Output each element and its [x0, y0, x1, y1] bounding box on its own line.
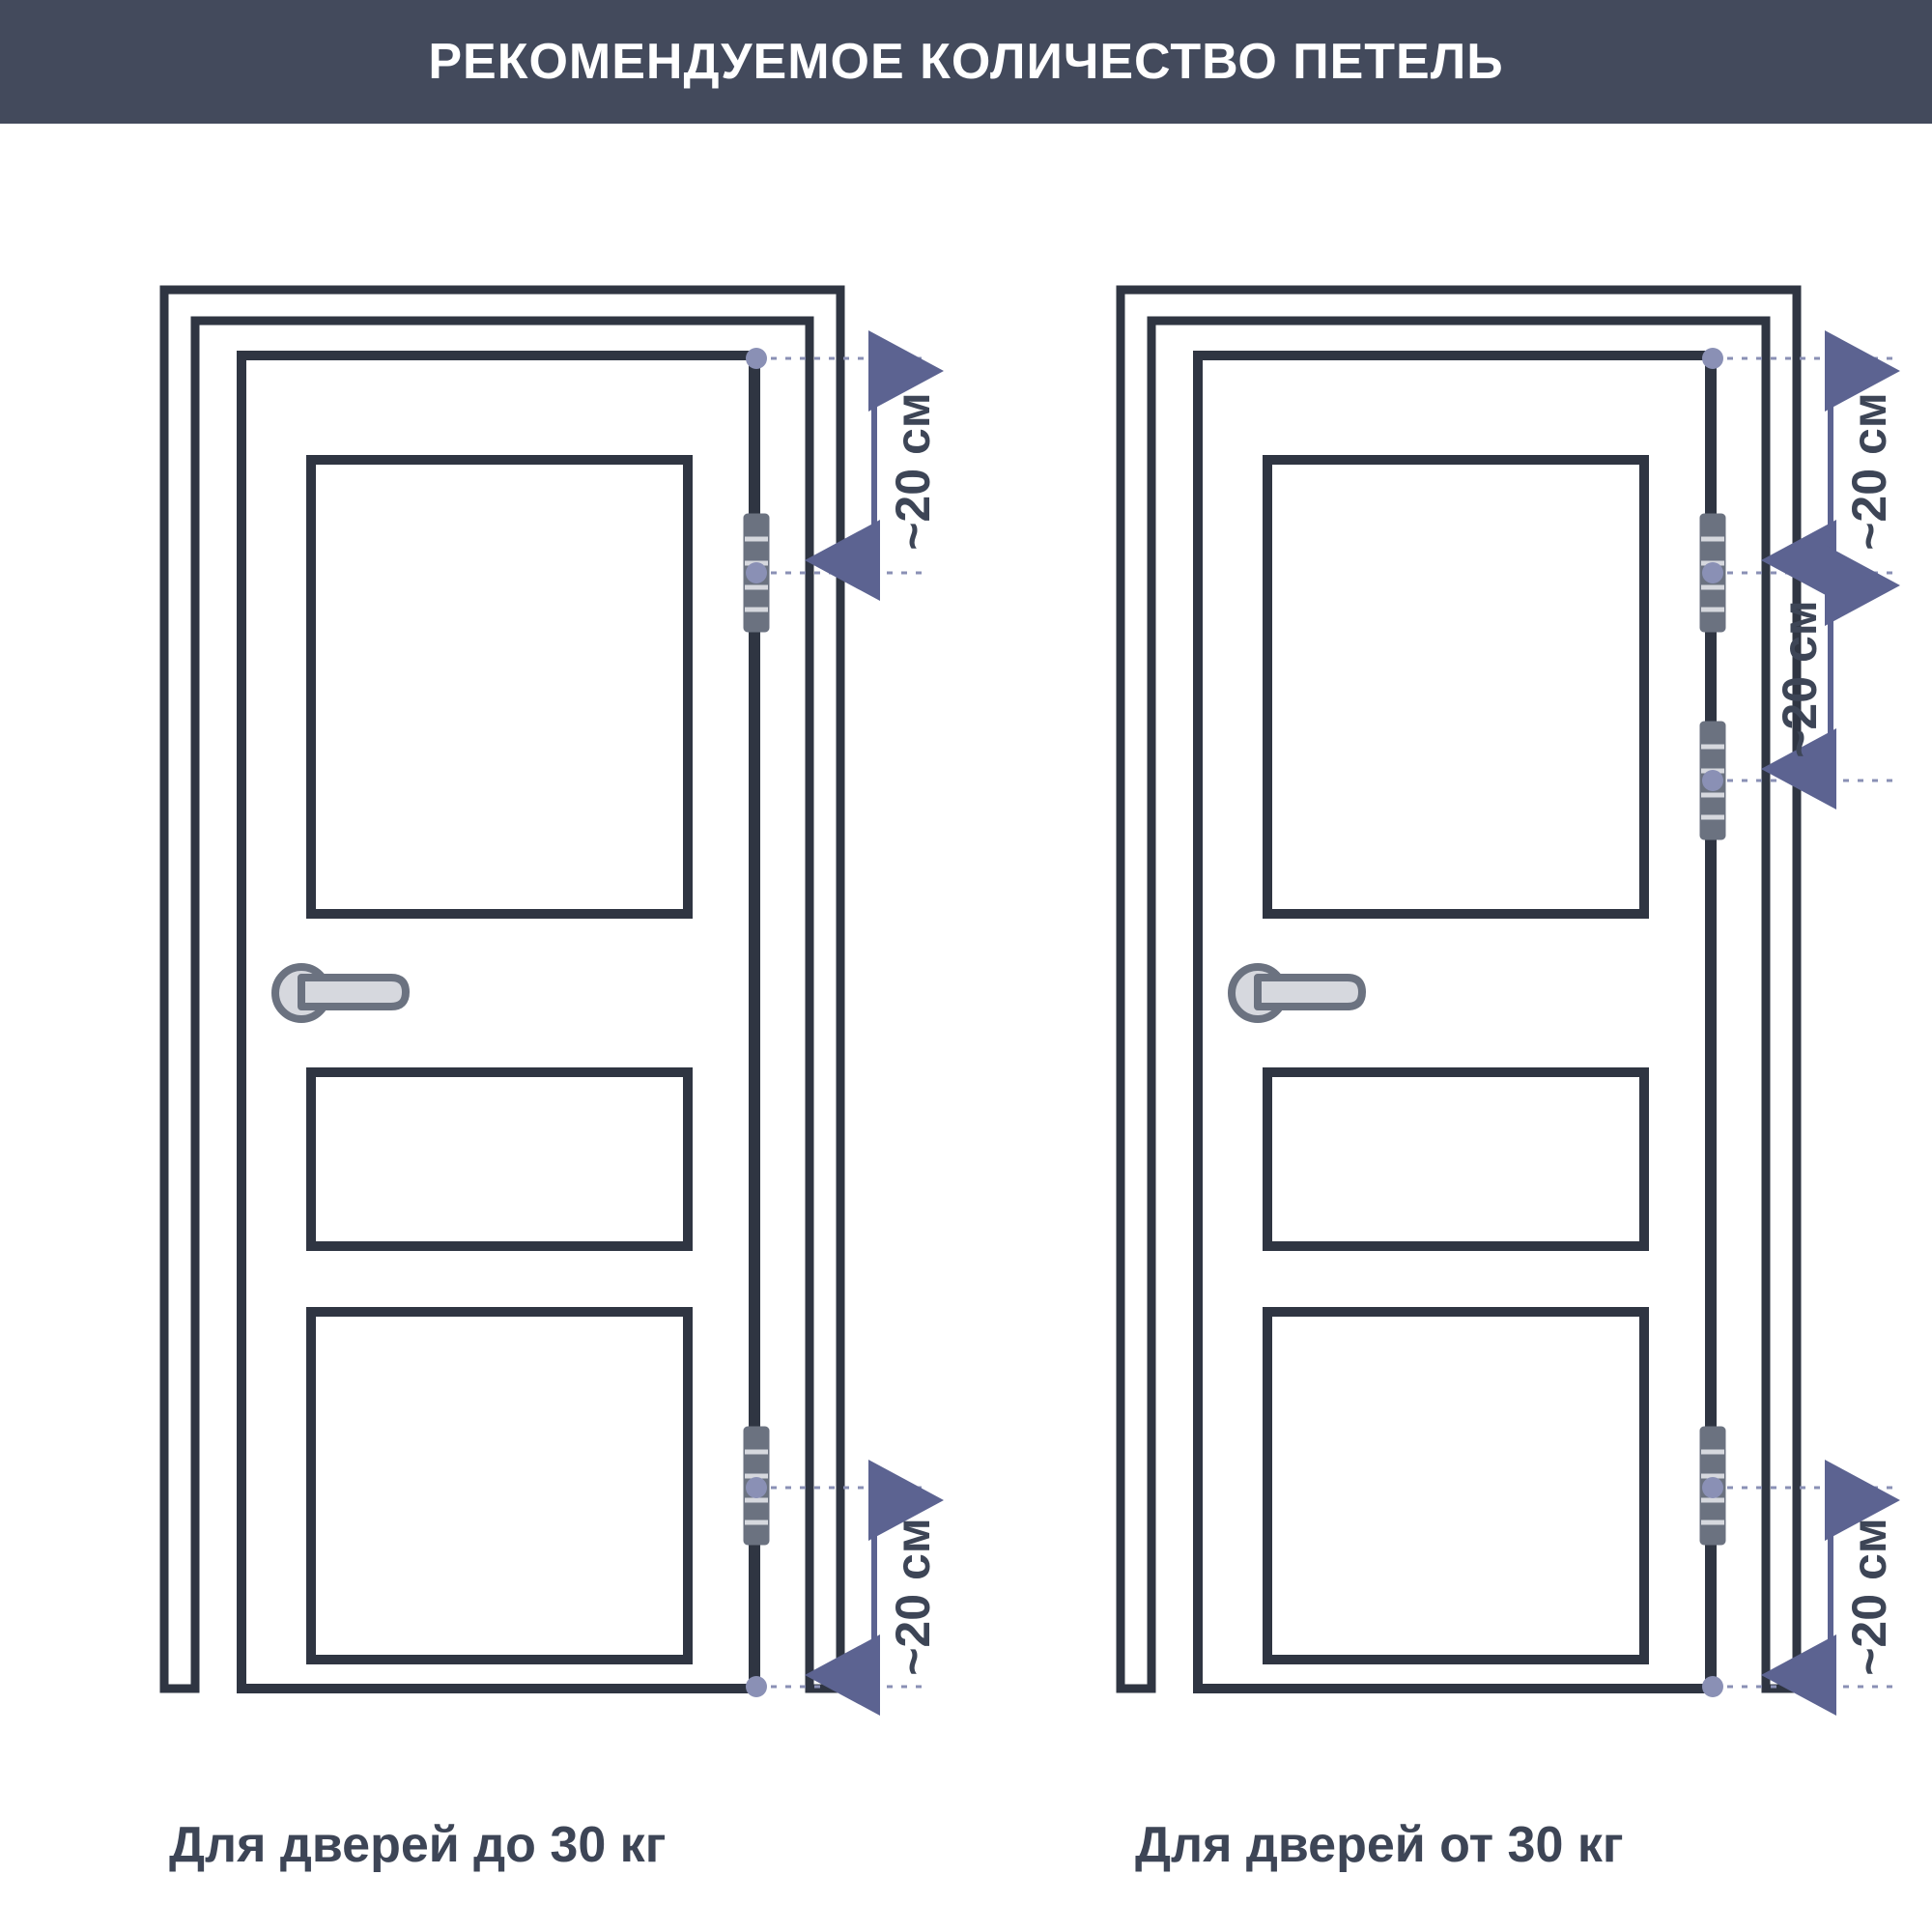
door-two-hinges — [164, 290, 940, 1697]
doors-illustration — [0, 124, 1932, 1932]
diagram-canvas — [0, 124, 1932, 1932]
door-panel-top — [1267, 460, 1644, 914]
caption-door-two-hinges: Для дверей до 30 кг — [169, 1817, 667, 1873]
page-title: РЕКОМЕНДУЕМОЕ КОЛИЧЕСТВО ПЕТЕЛЬ — [428, 34, 1504, 90]
door-panel-middle — [1267, 1072, 1644, 1246]
extension-lines — [1713, 358, 1893, 1687]
header-bar — [0, 0, 1932, 124]
dimension-label: ~20 см — [1842, 1518, 1896, 1676]
caption-door-three-hinges: Для дверей от 30 кг — [1135, 1817, 1624, 1873]
door-panel-middle — [311, 1072, 688, 1246]
dimension-label: ~20 см — [1842, 392, 1896, 551]
dimension-label: ~20 см — [886, 392, 940, 551]
dimension-label: ~20 см — [886, 1518, 940, 1676]
door-panel-bottom — [1267, 1312, 1644, 1660]
dimension-label: ~20 см — [1773, 600, 1827, 758]
door-panel-top — [311, 460, 688, 914]
door-three-hinges — [1121, 290, 1896, 1697]
door-panel-bottom — [311, 1312, 688, 1660]
